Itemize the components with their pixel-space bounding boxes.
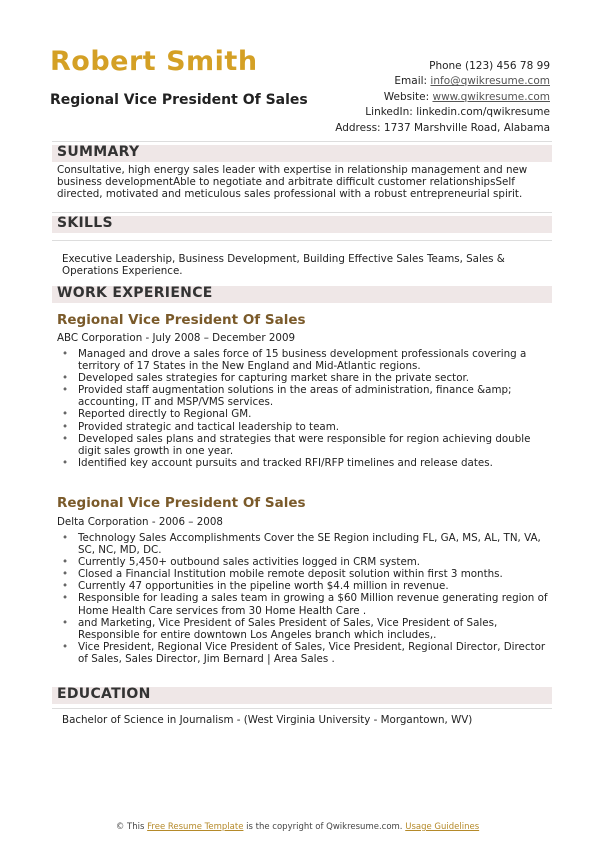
resume-header [50, 46, 555, 136]
list-item: • Currently 47 opportunities in the pipeline worth $4.4 million in revenue. [62, 580, 552, 592]
list-item: • Reported directly to Regional GM. [62, 408, 552, 420]
list-item: • Provided staff augmentation solutions in the areas of administration, finance &amp; accounting, IT and MSP/VMS services. [62, 384, 552, 408]
list-item: • Vice President, Regional Vice President of Sales, Vice President, Regional Director, Director of Sales, Sales Director, Jim Bernard | Area Sales . [62, 641, 552, 665]
contact-website: Website: www.qwikresume.com [383, 90, 550, 103]
list-item: • and Marketing, Vice President of Sales President of Sales, Vice President of Sales, Responsible for entire downtown Los Angeles branch which includes,. [62, 617, 552, 641]
linkedin-text: linkedin.com/qwikresume [416, 106, 550, 119]
list-item: • Technology Sales Accomplishments Cover the SE Region including FL, GA, MS, AL, TN, VA, SC, NC, MD, DC. [62, 532, 552, 556]
list-item: • Closed a Financial Institution mobile remote deposit solution within first 3 months. [62, 568, 552, 580]
contact-linkedin: LinkedIn: linkedin.com/qwikresume [365, 106, 550, 119]
free-resume-template-link[interactable]: Free Resume Template [147, 822, 244, 832]
contact-address: Address: 1737 Marshville Road, Alabama [335, 121, 550, 134]
section-title: SUMMARY [57, 144, 140, 160]
list-item: • Currently 5,450+ outbound sales activities logged in CRM system. [62, 556, 552, 568]
section-title: WORK EXPERIENCE [57, 285, 213, 301]
section-divider [52, 212, 552, 213]
contact-email: Email: info@qwikresume.com [394, 75, 550, 88]
section-summary-header [52, 145, 552, 162]
contact-block [335, 59, 550, 136]
section-divider [52, 141, 552, 142]
list-item: • Provided strategic and tactical leadership to team. [62, 421, 552, 433]
list-item: • Managed and drove a sales force of 15 business development professionals covering a territory of 17 States in the New England and Mid-Atlantic regions. [62, 348, 552, 372]
footer: © This Free Resume Template is the copyright of Qwikresume.com. Usage Guidelines [115, 822, 480, 832]
section-divider [52, 240, 552, 241]
candidate-name: Robert Smith [50, 46, 258, 77]
job-meta: Delta Corporation - 2006 – 2008 [57, 516, 223, 528]
email-link[interactable]: info@qwikresume.com [430, 75, 550, 88]
section-title: SKILLS [57, 215, 113, 231]
section-title: EDUCATION [57, 686, 151, 702]
list-item: • Developed sales strategies for capturing market share in the private sector. [62, 372, 552, 384]
education-text: Bachelor of Science in Journalism - (West Virginia University - Morgantown, WV) [62, 714, 473, 726]
candidate-role: Regional Vice President Of Sales [50, 92, 308, 108]
section-education-header [52, 687, 552, 704]
list-item: • Developed sales plans and strategies that were responsible for region achieving double digit sales growth in one year. [62, 433, 552, 457]
list-item: • Identified key account pursuits and tracked RFI/RFP timelines and release dates. [62, 457, 552, 469]
job-meta: ABC Corporation - July 2008 – December 2009 [57, 332, 296, 344]
job-bullets [62, 348, 552, 469]
summary-text: Consultative, high energy sales leader with expertise in relationship management and new business developmentAble to negotiate and arbitrate difficult customer relationshipsSelf directed, motivated and meticulous sales professional with a robust entrepreneurial spirit. [57, 164, 528, 201]
skills-text: Executive Leadership, Business Development, Building Effective Sales Teams, Sales & Operations Experience. [62, 253, 505, 278]
section-skills-header [52, 216, 552, 233]
usage-guidelines-link[interactable]: Usage Guidelines [405, 822, 480, 832]
list-item: • Responsible for leading a sales team in growing a $60 Million revenue generating region of Home Health Care services from 30 Home Health Care . [62, 592, 552, 616]
job-title: Regional Vice President Of Sales [57, 495, 306, 511]
job-bullets [62, 532, 552, 665]
website-link[interactable]: www.qwikresume.com [432, 90, 550, 103]
job-title: Regional Vice President Of Sales [57, 312, 306, 328]
contact-phone: Phone (123) 456 78 99 [429, 60, 550, 72]
section-work-header [52, 286, 552, 303]
section-divider [52, 708, 552, 709]
